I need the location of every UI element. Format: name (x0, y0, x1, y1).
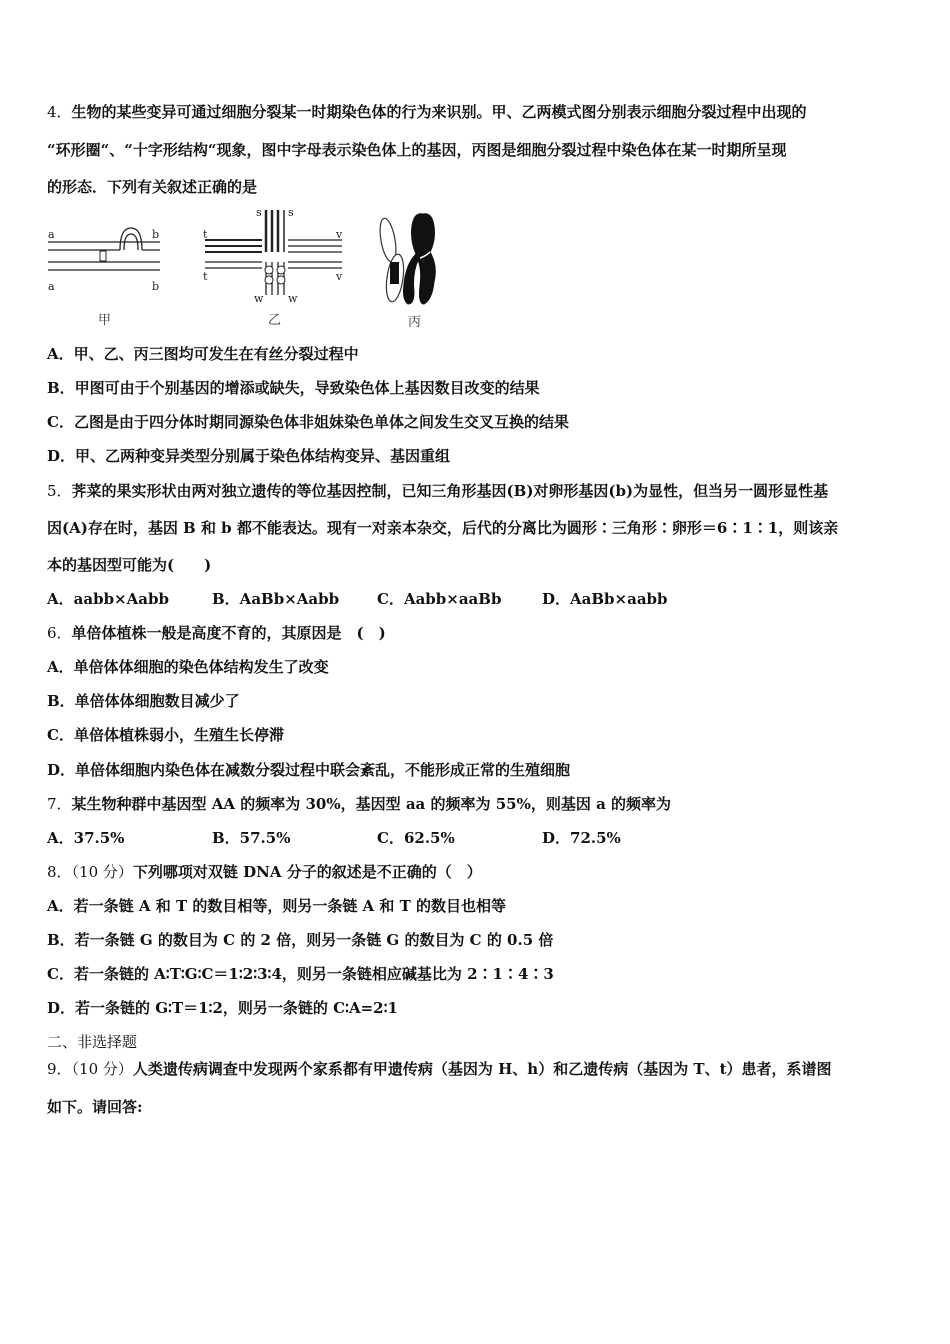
caption-yi: 乙 (268, 313, 282, 328)
q5-option-a[interactable]: A．aabb×Aabb (47, 590, 169, 608)
q5-number: 5． (47, 482, 72, 500)
q9-number: 9．（10 分） (47, 1060, 133, 1078)
q8-number: 8．（10 分） (47, 863, 133, 881)
q8-option-a[interactable]: A．若一条链 A 和 T 的数目相等，则另一条链 A 和 T 的数目也相等 (47, 897, 507, 915)
q4-option-a[interactable]: A．甲、乙、丙三图均可发生在有丝分裂过程中 (47, 345, 359, 363)
figure-bing (377, 214, 435, 330)
figure-jia (48, 228, 160, 328)
q4-option-d[interactable]: D．甲、乙两种变异类型分别属于染色体结构变异、基因重组 (47, 447, 451, 465)
q5-stem-line3: 本的基因型可能为( ) (47, 556, 212, 574)
q4-stem-text1: 生物的某些变异可通过细胞分裂某一时期染色体的行为来识别。甲、乙两模式图分别表示细胞分裂过程中出现的 (71, 103, 807, 121)
q5-option-d[interactable]: D．AaBb×aabb (542, 590, 668, 608)
q7-options-row (47, 828, 621, 848)
q5-stem-text1: 荠菜的果实形状由两对独立遗传的等位基因控制，已知三角形基因(B)对卵形基因(b)为显性，但当另一圆形显性基 (71, 482, 829, 500)
q6-stem-text: 单倍体植株一般是高度不育的，其原因是 ( ) (71, 624, 386, 642)
yi-label-v-bottom: v (336, 270, 343, 283)
q5-option-b[interactable]: B．AaBb×Aabb (212, 590, 340, 608)
q6-stem (47, 623, 386, 643)
q5-stem-line1 (47, 481, 828, 501)
q6-option-b[interactable]: B．单倍体体细胞数目减少了 (47, 692, 240, 710)
q6-number: 6． (47, 624, 72, 642)
q9-stem-text1: 人类遗传病调查中发现两个家系都有甲遗传病（基因为 H、h）和乙遗传病（基因为 T、t）患者，系谱图 (132, 1060, 832, 1078)
q8-stem-text: 下列哪项对双链 DNA 分子的叙述是不正确的（ ） (132, 863, 482, 881)
q7-option-c[interactable]: C．62.5% (377, 829, 455, 847)
yi-label-s-right: s (288, 206, 294, 219)
chromosome-figure (40, 200, 460, 335)
q7-option-b[interactable]: B．57.5% (212, 829, 291, 847)
yi-label-w-left: w (254, 292, 264, 305)
caption-jia: 甲 (98, 313, 112, 328)
q4-stem-line3: 的形态．下列有关叙述正确的是 (47, 178, 258, 196)
figure-yi (203, 206, 343, 328)
q4-option-c[interactable]: C．乙图是由于四分体时期同源染色体非姐妹染色单体之间发生交叉互换的结果 (47, 413, 569, 431)
yi-label-v-top: v (336, 228, 343, 241)
q6-option-a[interactable]: A．单倍体体细胞的染色体结构发生了改变 (47, 658, 329, 676)
q8-option-d[interactable]: D．若一条链的 G∶T＝1∶2，则另一条链的 C∶A=2∶1 (47, 999, 398, 1017)
q4-stem-line1 (47, 102, 807, 122)
q8-option-b[interactable]: B．若一条链 G 的数目为 C 的 2 倍，则另一条链 G 的数目为 C 的 0.5 倍 (47, 931, 554, 949)
q7-option-d[interactable]: D．72.5% (542, 829, 621, 847)
yi-label-w-right: w (288, 292, 298, 305)
yi-label-t-bottom: t (203, 270, 208, 283)
q4-number: 4． (47, 103, 72, 121)
q8-stem (47, 862, 482, 882)
q7-option-a[interactable]: A．37.5% (47, 829, 125, 847)
q4-option-b[interactable]: B．甲图可由于个别基因的增添或缺失，导致染色体上基因数目改变的结果 (47, 379, 540, 397)
jia-label-a-top: a (48, 228, 55, 241)
q5-options-row (47, 589, 668, 609)
q6-option-c[interactable]: C．单倍体植株弱小，生殖生长停滞 (47, 726, 284, 744)
section-heading: 二、非选择题 (47, 1033, 138, 1051)
yi-label-t-top: t (203, 228, 208, 241)
q5-option-c[interactable]: C．Aabb×aaBb (377, 590, 502, 608)
q6-option-d[interactable]: D．单倍体细胞内染色体在减数分裂过程中联会紊乱，不能形成正常的生殖细胞 (47, 761, 571, 779)
q4-stem-line2: “环形圈“、“十字形结构“现象，图中字母表示染色体上的基因，丙图是细胞分裂过程中染色体在某一时期所呈现 (47, 141, 787, 159)
q7-stem (47, 794, 671, 814)
jia-label-b-bottom: b (152, 280, 160, 293)
q9-stem-line1 (47, 1059, 832, 1079)
jia-label-b-top: b (152, 228, 160, 241)
yi-label-s-left: s (256, 206, 262, 219)
q5-stem-line2: 因(A)存在时，基因 B 和 b 都不能表达。现有一对亲本杂交，后代的分离比为圆形∶三角形∶卵形＝6∶1∶1，则该亲 (47, 519, 839, 537)
q8-option-c[interactable]: C．若一条链的 A∶T∶G∶C＝1∶2∶3∶4，则另一条链相应碱基比为 2∶1∶4∶3 (47, 965, 554, 983)
q9-stem-line2: 如下。请回答: (47, 1098, 143, 1116)
q7-number: 7． (47, 795, 72, 813)
caption-bing: 丙 (408, 315, 422, 330)
q7-stem-text: 某生物种群中基因型 AA 的频率为 30%，基因型 aa 的频率为 55%，则基因 a 的频率为 (71, 795, 672, 813)
jia-label-a-bottom: a (48, 280, 55, 293)
